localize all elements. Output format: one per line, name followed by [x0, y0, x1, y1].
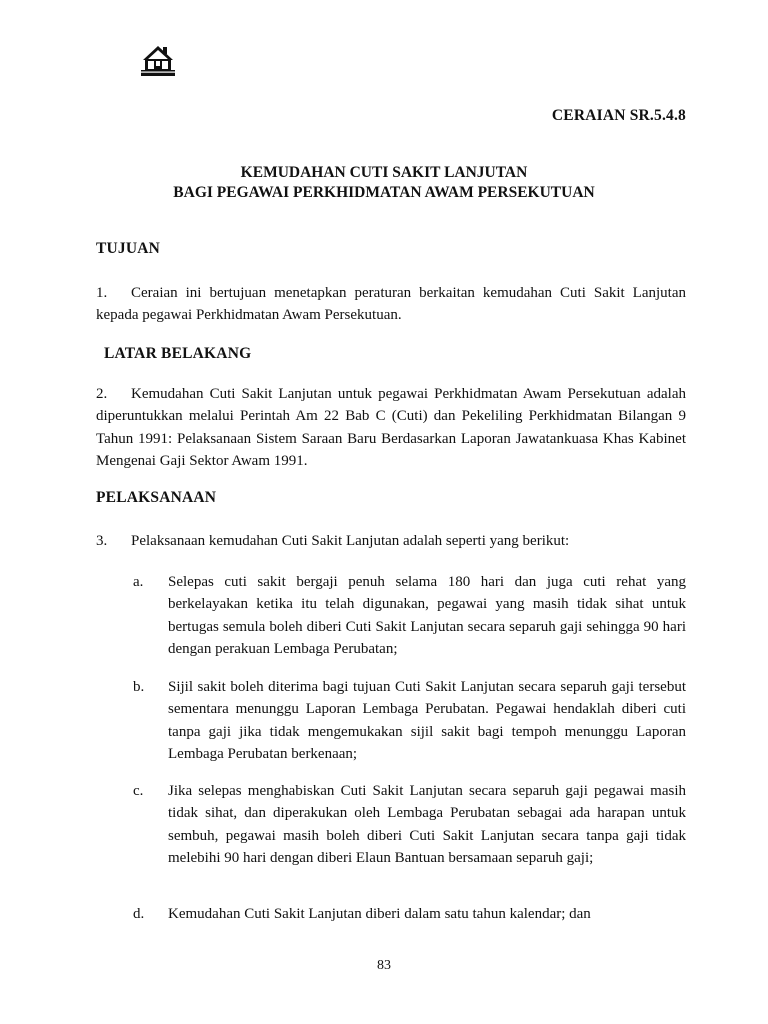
list-item-label: b. [133, 679, 145, 695]
document-title-line1: KEMUDAHAN CUTI SAKIT LANJUTAN [240, 164, 528, 181]
paragraph-number: 1. [96, 285, 108, 301]
list-item-d [133, 903, 686, 925]
list-item-text: Sijil sakit boleh diterima bagi tujuan Cuti Sakit Lanjutan secara separuh gaji tersebut sementara menunggu Laporan Lembaga Perubatan. Pegawai hendaklah diberi cuti tanpa gaji jika tidak mengemukakan sijil sakit bagi tempoh menunggu Laporan Lembaga Perubatan berkenaan; [168, 679, 686, 762]
list-item-label: d. [133, 906, 145, 922]
list-item-a [133, 571, 686, 660]
section-heading-tujuan: TUJUAN [96, 240, 161, 257]
paragraph-text: Ceraian ini bertujuan menetapkan peraturan berkaitan kemudahan Cuti Sakit Lanjutan kepada pegawai Perkhidmatan Awam Persekutuan. [96, 285, 686, 324]
list-item-text: Selepas cuti sakit bergaji penuh selama 180 hari dan juga cuti rehat yang berkelayakan ketika itu telah digunakan, pegawai yang masih tidak sihat untuk bertugas semula boleh diberi Cuti Sakit Lanjutan secara separuh gaji sehingga 90 hari dengan perakuan Lembaga Perubatan; [168, 574, 686, 657]
list-item-label: c. [133, 783, 144, 799]
house-logo-icon [139, 40, 177, 78]
list-item-text: Kemudahan Cuti Sakit Lanjutan diberi dalam satu tahun kalendar; dan [168, 906, 591, 922]
section-heading-pelaksanaan: PELAKSANAAN [96, 489, 217, 506]
page-number: 83 [377, 958, 391, 973]
section-heading-latar-belakang: LATAR BELAKANG [104, 345, 252, 362]
paragraph-text: Pelaksanaan kemudahan Cuti Sakit Lanjutan adalah seperti yang berikut: [131, 533, 570, 549]
paragraph-2 [96, 383, 686, 472]
paragraph-1 [96, 282, 686, 327]
paragraph-number: 3. [96, 533, 108, 549]
document-title-line2: BAGI PEGAWAI PERKHIDMATAN AWAM PERSEKUTUAN [173, 184, 595, 201]
list-item-b [133, 676, 686, 765]
list-item-label: a. [133, 574, 144, 590]
paragraph-number: 2. [96, 386, 108, 402]
list-item-c [133, 780, 686, 869]
list-item-text: Jika selepas menghabiskan Cuti Sakit Lanjutan secara separuh gaji pegawai masih tidak sihat, dan diperakukan oleh Lembaga Perubatan sebagai ada harapan untuk sembuh, pegawai masih boleh diberi Cuti Sakit Lanjutan secara tanpa gaji tidak melebihi 90 hari dengan diberi Elaun Bantuan bersamaan separuh gaji; [168, 783, 686, 866]
paragraph-3 [96, 530, 686, 552]
paragraph-text: Kemudahan Cuti Sakit Lanjutan untuk pegawai Perkhidmatan Awam Persekutuan adalah diperuntukkan melalui Perintah Am 22 Bab C (Cuti) dan Pekeliling Perkhidmatan Bilangan 9 Tahun 1991: Pelaksanaan Sistem Saraan Baru Berdasarkan Laporan Jawatankuasa Khas Kabinet Mengenai Gaji Sektor Awam 1991. [96, 386, 686, 469]
document-reference: CERAIAN SR.5.4.8 [551, 107, 686, 124]
